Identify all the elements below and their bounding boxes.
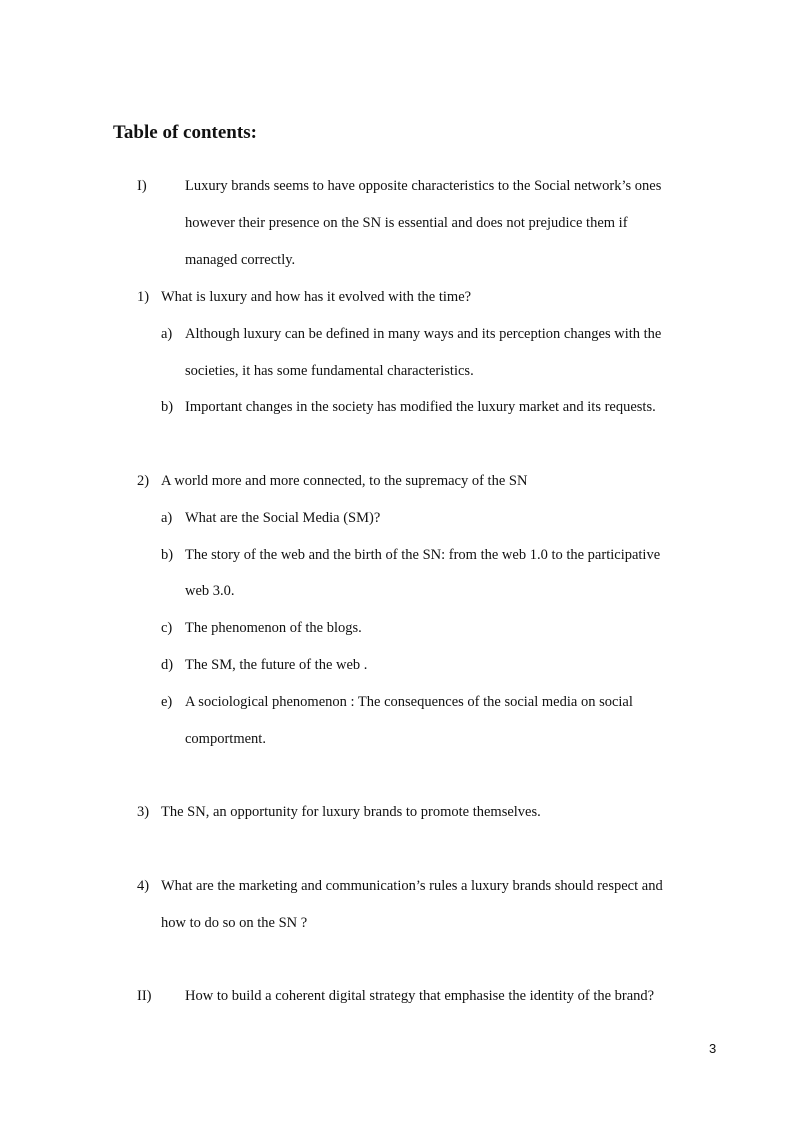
toc-section-2c-marker: c): [161, 620, 173, 636]
toc-section-2e-line: comportment.: [185, 731, 266, 747]
toc-section-2b-line: The story of the web and the birth of the SN: from the web 1.0 to the participative: [185, 547, 661, 563]
toc-section-2d-text: The SM, the future of the web .: [185, 657, 368, 673]
page-number: 3: [709, 1041, 717, 1056]
toc-part-1-line: however their presence on the SN is essential and does not prejudice them if: [185, 215, 628, 231]
toc-section-1a-marker: a): [161, 326, 173, 342]
toc-section-2b-line: web 3.0.: [185, 583, 235, 599]
toc-section-4-line: how to do so on the SN ?: [161, 915, 308, 931]
toc-section-2-marker: 2): [137, 473, 150, 489]
toc-section-1a-line: societies, it has some fundamental characteristics.: [185, 363, 474, 379]
toc-section-1-text: What is luxury and how has it evolved with the time?: [161, 289, 472, 305]
toc-section-4-marker: 4): [137, 878, 150, 894]
toc-section-2a-marker: a): [161, 510, 173, 526]
toc-section-2e-marker: e): [161, 694, 173, 710]
toc-section-2d-marker: d): [161, 657, 174, 673]
toc-part-2-marker: II): [137, 988, 152, 1004]
toc-section-2-text: A world more and more connected, to the supremacy of the SN: [161, 473, 528, 489]
toc-part-1-marker: I): [137, 178, 147, 194]
toc-section-1b-text: Important changes in the society has modified the luxury market and its requests.: [185, 399, 656, 415]
toc-section-2c-text: The phenomenon of the blogs.: [185, 620, 362, 636]
toc-part-1-line: managed correctly.: [185, 252, 296, 268]
toc-section-1a-line: Although luxury can be defined in many ways and its perception changes with the: [185, 326, 662, 342]
toc-section-2b-marker: b): [161, 547, 174, 563]
toc-section-1b-marker: b): [161, 399, 174, 415]
toc-section-3-text: The SN, an opportunity for luxury brands to promote themselves.: [161, 804, 541, 820]
toc-section-3-marker: 3): [137, 804, 150, 820]
toc-part-1-line: Luxury brands seems to have opposite characteristics to the Social network’s ones: [185, 178, 662, 194]
page-title: Table of contents:: [113, 122, 257, 143]
toc-section-1-marker: 1): [137, 289, 150, 305]
toc-section-2e-line: A sociological phenomenon : The consequences of the social media on social: [185, 694, 633, 710]
toc-section-4-line: What are the marketing and communication’s rules a luxury brands should respect and: [161, 878, 663, 894]
toc-part-2-text: How to build a coherent digital strategy that emphasise the identity of the brand?: [185, 988, 655, 1004]
toc-section-2a-text: What are the Social Media (SM)?: [185, 510, 381, 526]
